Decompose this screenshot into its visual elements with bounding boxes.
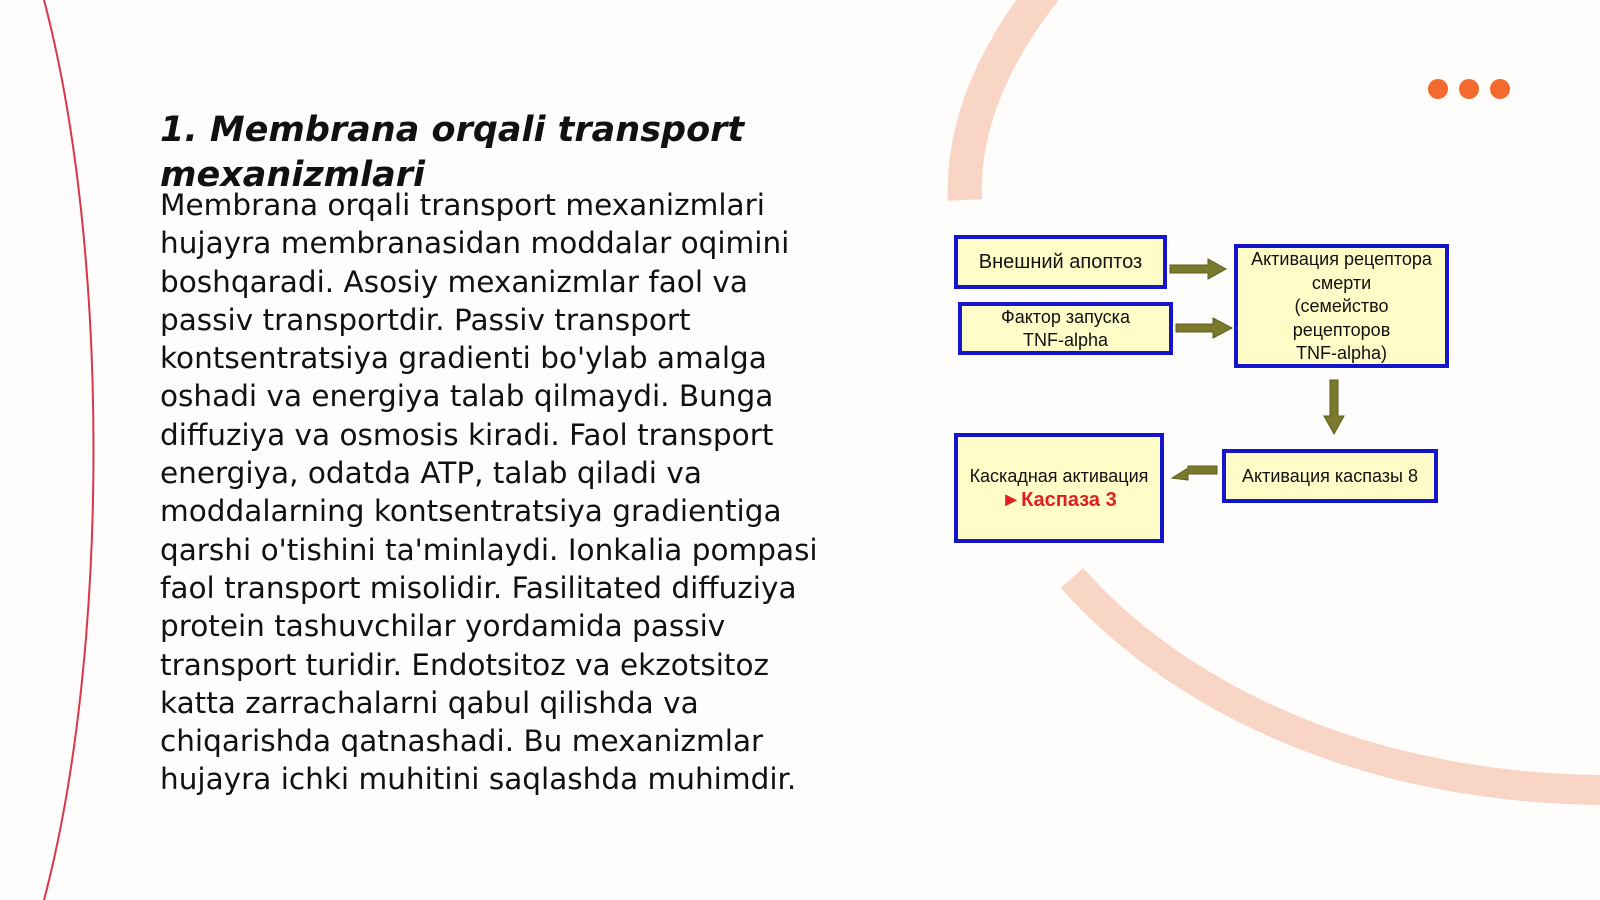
death-receptor-box: [1234, 244, 1449, 368]
external-apoptosis-box: [954, 235, 1167, 289]
slide-title: 1. Membrana orqali transport mexanizmlari: [160, 110, 745, 195]
receptor-label-5: TNF-alpha): [1295, 343, 1388, 364]
dot-icon: [1428, 79, 1448, 99]
receptor-label-2: смерти: [1311, 272, 1372, 293]
decor-arc-bottom: [1072, 578, 1600, 790]
receptor-label-1: Активация рецептора: [1251, 249, 1432, 270]
trigger-factor-box: [958, 302, 1173, 355]
trigger-factor-label: Фактор запуска: [1001, 306, 1130, 327]
cascade-activation-box: [954, 433, 1164, 543]
cascade-label: Каскадная активация: [969, 466, 1149, 486]
receptor-label-4: рецепторов: [1292, 319, 1391, 340]
trigger-factor-label-2: TNF-alpha: [1022, 329, 1109, 350]
external-apoptosis-label: Внешний апоптоз: [978, 251, 1143, 273]
caspase3-label: ►Каспаза 3: [1001, 489, 1117, 511]
caspase8-box: [1222, 449, 1438, 503]
receptor-label-3: (семейство: [1294, 296, 1389, 317]
dot-icon: [1459, 79, 1479, 99]
left-border-line: [44, 0, 94, 900]
dot-icon: [1490, 79, 1510, 99]
slide-body-text: Membrana orqali transport mexanizmlari hujayra membranasidan moddalar oqimini boshqaradi. Asosiy mexanizmlar faol va passiv transportdir. Passiv transport kontsentratsiya gradienti bo'ylab amalga oshadi va energiya talab qilmaydi. Bunga diffuziya va osmosis kiradi. Faol transport energiya, odatda ATP, talab qiladi va moddalarning kontsentratsiya gradientiga qarshi o'tishini ta'minlaydi. Ionkalia pompasi faol transport misolidir. Fasilitated diffuziya protein tashuvchilar yordamida passiv transport turidir. Endotsitoz va ekzotsitoz katta zarrachalarni qabul qilishda va chiqarishda qatnashadi. Bu mexanizmlar hujayra ichki muhitini saqlashda muhimdir.: [160, 188, 818, 797]
caspase8-label: Активация каспазы 8: [1242, 466, 1418, 486]
decorative-dots: [1428, 79, 1510, 99]
decor-arc-top: [965, 0, 1045, 200]
